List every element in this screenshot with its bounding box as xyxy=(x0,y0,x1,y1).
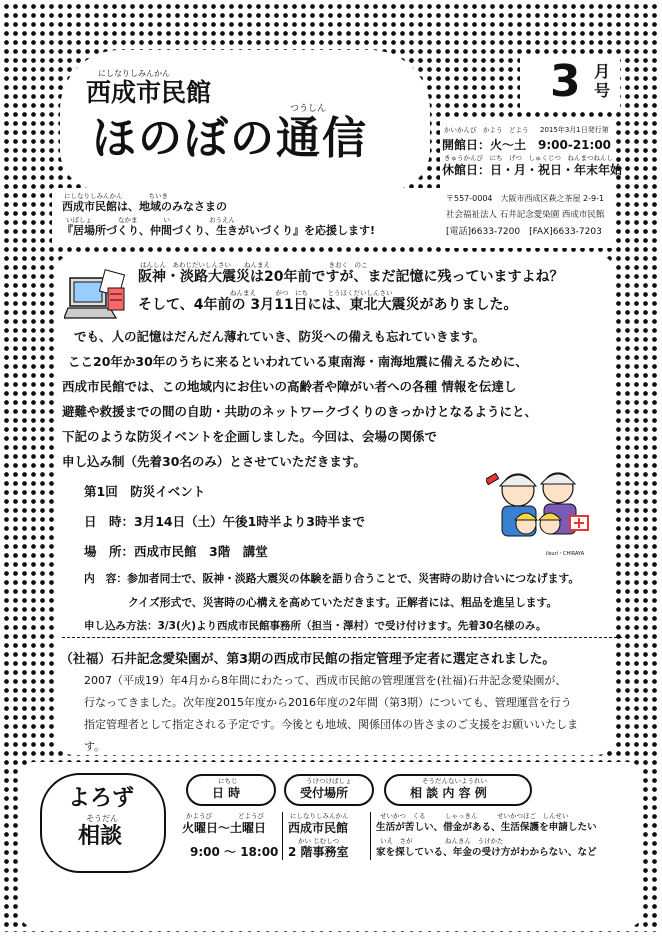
consult-title-2: 相談 xyxy=(78,824,123,849)
venue-ruby: にしなりしみんかん xyxy=(290,812,349,820)
operator: 社会福祉法人 石井記念愛染園 西成市民館 xyxy=(446,210,605,220)
event-place: 場 所：西成市民館 3階 講堂 xyxy=(84,544,268,559)
designation-headline: （社福）石井記念愛染園が、第3期の西成市民館の指定管理予定者に選定されました。 xyxy=(60,652,556,667)
consult-example-2: 家を探している、年金の受け方がわからない、など xyxy=(376,847,597,858)
month-label-1: 月 xyxy=(594,62,611,81)
consult-room: 2 階事務室 xyxy=(288,845,349,859)
page-title: ほのぼの通信 xyxy=(92,113,368,164)
consult-title-1: よろず xyxy=(68,786,135,811)
headline-2: そして、4年前の 3月11日には、東北大震災がありました。 xyxy=(138,297,518,313)
para-line-1: でも、人の記憶はだんだん薄れていき、防災への備えも忘れていきます。 xyxy=(74,329,486,344)
datetime-ruby: にちじ xyxy=(218,777,238,785)
event-content: 内 容：参加者同士で、阪神・淡路大震災の体験を語り合うことで、災害時の助け合いにつなげます。 xyxy=(84,572,580,585)
org-name: 西成市民館 xyxy=(86,78,212,107)
event-apply: 申し込み方法：3/3(火)より西成市民館事務所（担当・澤村）で受け付けます。先着30名様のみ。 xyxy=(84,620,547,632)
section-divider xyxy=(62,637,622,638)
para-line-2: ここ20年か30年のうちに来るといわれている東南海・南海地震に備えるために、 xyxy=(68,354,528,369)
consult-ruby: そうだん xyxy=(86,814,118,823)
example2-ruby: いえ さが ねんきん うけかた xyxy=(380,837,504,845)
designation-line-2: 行なってきました。次年度2015年度から2016年度の2年間（第3期）についても、管理運営を行う xyxy=(84,696,572,709)
open-ruby: かいかんび かよう どよう xyxy=(444,126,529,134)
consult-days: 火曜日～土曜日 xyxy=(182,821,267,835)
para-line-3: 西成市民館では、この地域内にお住いの高齢者や障がい者への各種 情報を伝達し xyxy=(62,379,517,394)
consult-example-1: 生活が苦しい、借金がある、生活保護を申請したい xyxy=(376,822,597,833)
col-divider-1 xyxy=(282,812,283,860)
phone: [電話]6633-7200 [FAX]6633-7203 xyxy=(446,227,602,237)
family-illustration xyxy=(486,462,596,554)
col-divider-2 xyxy=(370,812,371,860)
place-ruby: うけつけばしょ xyxy=(306,777,352,785)
examples-header: 相 談 内 容 例 xyxy=(410,786,487,800)
intro-ruby-2: いばしょ なかま い おうえん xyxy=(66,216,235,224)
computer-illustration xyxy=(64,268,128,328)
consult-hours: 9:00 ～ 18:00 xyxy=(190,845,279,859)
para-line-4: 避難や救援までの間の自助・共助のネットワークづくりのきっかけとなるようにと、 xyxy=(62,404,538,419)
designation-line-1: 2007（平成19）年4月から8年間にわたって、西成市民館の管理運営を(社福)石井記念愛染園が、 xyxy=(84,674,567,687)
closed-ruby: きゅうかんび にち げつ しゅくじつ ねんまつねんし xyxy=(444,154,613,162)
para-line-6: 申し込み制（先着30名のみ）とさせていただきます。 xyxy=(62,454,366,469)
event-title: 第1回 防災イベント xyxy=(84,484,206,499)
headline2-ruby: ねんまえ がつ にち とうほくだいしんさい xyxy=(230,289,393,297)
example1-ruby: せいかつ くる しゃっきん せいかつほご しんせい xyxy=(380,812,569,820)
title-ruby: つうしん xyxy=(290,104,327,114)
month-number: 3 xyxy=(550,56,581,107)
intro-line-1: 西成市民館は、地域のみなさまの xyxy=(62,200,227,213)
org-ruby: にしなりしみんかん xyxy=(98,69,170,78)
consult-venue: 西成市民館 xyxy=(288,821,349,835)
open-days: 開館日：火～土 9:00-21:00 xyxy=(442,138,612,152)
event-content-2: クイズ形式で、災害時の心構えを高めていただきます。正解者には、粗品を進呈します。 xyxy=(128,596,558,609)
room-ruby: かい じむしつ xyxy=(298,837,340,845)
month-label-2: 号 xyxy=(594,81,611,100)
address: 〒557-0004 大阪市西成区萩之茶屋 2-9-1 xyxy=(446,194,605,203)
place-header: 受付場所 xyxy=(300,786,349,800)
illustration-credit: ilsuri・CHIRAYA xyxy=(546,551,585,557)
examples-ruby: そうだんないようれい xyxy=(422,777,487,785)
para-line-5: 下記のような防災イベントを企画しました。今回は、会場の関係で xyxy=(62,429,438,444)
intro-line-2: 『居場所づくり、仲間づくり、生きがいづくり』を応援します! xyxy=(62,224,376,237)
closed-days: 休館日：日・月・祝日・年末年始 xyxy=(442,163,623,177)
issue-date: 2015年3月1日発行第 xyxy=(540,126,609,134)
headline-1: 阪神・淡路大震災は20年前ですが、まだ記憶に残っていますよね？ xyxy=(138,269,564,285)
headline1-ruby: はんしん あわじだいしんさい ねんまえ きおく のこ xyxy=(140,261,368,269)
designation-line-3: 指定管理者として指定される予定です。今後とも地域、関係団体の皆さまのご支援をお願いいたしま xyxy=(84,718,579,731)
event-date: 日 時：3月14日（土）午後1時半より3時半まで xyxy=(84,514,365,529)
datetime-header: 日 時 xyxy=(212,786,241,800)
days-ruby: かようび どようび xyxy=(186,812,264,820)
designation-line-4: す。 xyxy=(84,740,106,753)
intro-ruby-1: にしなりしみんかん ちいき xyxy=(64,192,168,200)
